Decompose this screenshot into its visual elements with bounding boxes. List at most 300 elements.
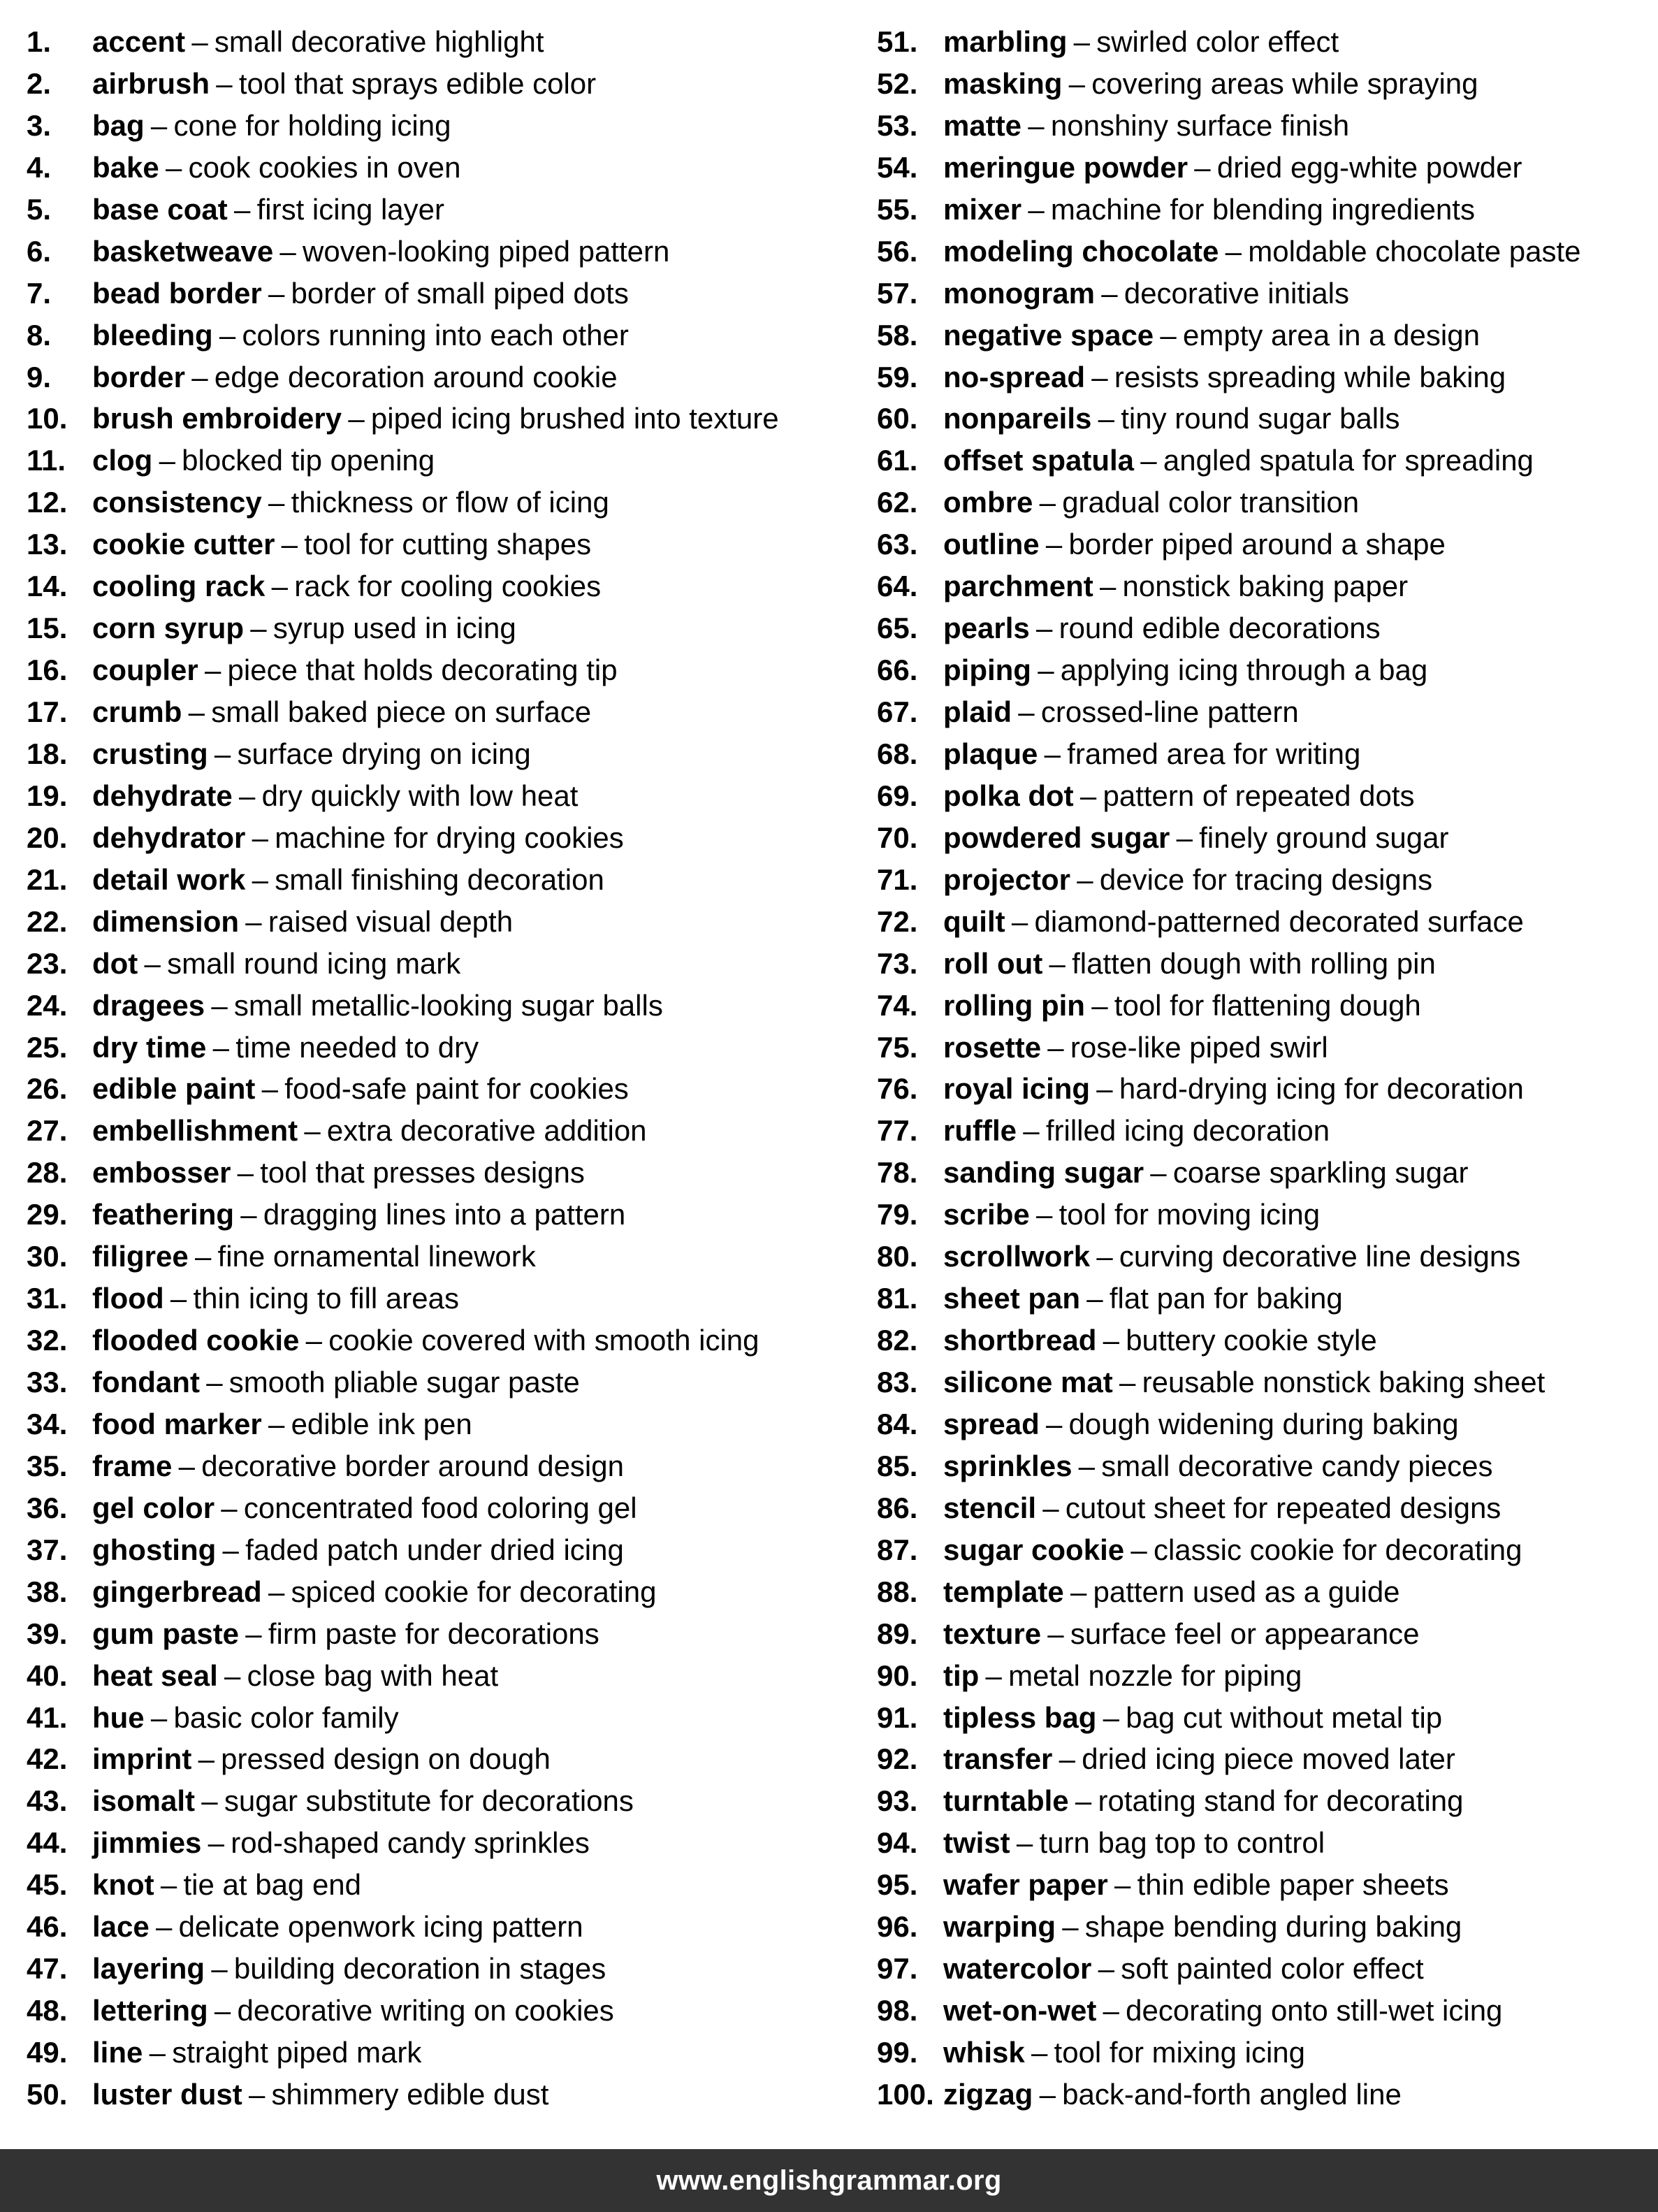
item-separator: –	[155, 1910, 173, 1944]
item-separator: –	[1098, 1952, 1114, 1986]
item-separator: –	[1049, 946, 1066, 980]
item-number: 81.	[877, 1282, 918, 1315]
item-definition: empty area in a design	[1183, 318, 1480, 352]
item-term: powdered sugar	[943, 821, 1170, 854]
item-number: 76.	[877, 1072, 918, 1106]
item-term: cookie cutter	[92, 528, 275, 561]
list-item	[27, 1780, 851, 1822]
list-item	[27, 1655, 851, 1697]
item-number: 68.	[877, 737, 918, 770]
item-number: 99.	[877, 2036, 918, 2069]
item-separator: –	[1091, 988, 1108, 1022]
item-separator: –	[261, 1072, 278, 1106]
item-term: spread	[943, 1407, 1040, 1440]
list-item	[27, 817, 851, 859]
item-term: masking	[943, 66, 1063, 100]
item-definition: border piped around a shape	[1068, 528, 1446, 561]
list-item	[27, 733, 851, 775]
item-separator: –	[1096, 1240, 1113, 1273]
list-item	[27, 901, 851, 943]
item-definition: resists spreading while baking	[1114, 360, 1506, 393]
item-definition: surface feel or appearance	[1070, 1617, 1420, 1650]
item-separator: –	[1114, 1868, 1131, 1902]
item-term: gum paste	[92, 1617, 240, 1650]
item-definition: curving decorative line designs	[1119, 1240, 1521, 1273]
item-separator: –	[1047, 1617, 1064, 1650]
item-term: silicone mat	[943, 1366, 1113, 1398]
item-number: 25.	[27, 1030, 68, 1064]
item-number: 75.	[877, 1030, 918, 1064]
item-number: 39.	[27, 1617, 68, 1650]
item-definition: tool for moving icing	[1059, 1198, 1321, 1231]
item-number: 33.	[27, 1366, 68, 1398]
item-term: basketweave	[92, 234, 274, 268]
item-term: bag	[92, 108, 145, 142]
list-item	[877, 1655, 1652, 1697]
item-definition: straight piped mark	[172, 2036, 422, 2069]
list-item	[27, 1990, 851, 2032]
list-item	[877, 231, 1652, 273]
item-number: 3.	[27, 108, 52, 142]
item-number: 45.	[27, 1868, 68, 1902]
item-separator: –	[198, 1742, 214, 1776]
item-term: scribe	[943, 1198, 1030, 1231]
item-term: gel color	[92, 1491, 215, 1524]
item-term: consistency	[92, 486, 262, 519]
item-term: negative space	[943, 318, 1154, 352]
item-term: ghosting	[92, 1533, 217, 1566]
item-term: embellishment	[92, 1114, 298, 1148]
item-separator: –	[150, 108, 168, 142]
item-definition: shape bending during baking	[1084, 1910, 1462, 1944]
item-term: lettering	[92, 1994, 208, 2027]
item-term: edible paint	[92, 1072, 256, 1106]
item-definition: rotating stand for decorating	[1098, 1784, 1464, 1818]
item-term: tip	[943, 1658, 980, 1692]
item-separator: –	[237, 1156, 254, 1190]
item-number: 47.	[27, 1952, 68, 1986]
item-number: 29.	[27, 1198, 68, 1231]
list-item	[877, 565, 1652, 607]
list-item	[27, 1194, 851, 1236]
item-term: jimmies	[92, 1826, 202, 1860]
item-number: 97.	[877, 1952, 918, 1986]
list-item	[877, 1403, 1652, 1445]
item-separator: –	[170, 1282, 187, 1315]
item-definition: back-and-forth angled line	[1062, 2077, 1402, 2111]
list-item	[27, 1529, 851, 1571]
item-term: parchment	[943, 570, 1093, 603]
item-definition: hard-drying icing for decoration	[1119, 1072, 1524, 1106]
item-term: bleeding	[92, 318, 213, 352]
item-term: watercolor	[943, 1952, 1092, 1986]
list-item	[877, 817, 1652, 859]
item-separator: –	[219, 318, 236, 352]
item-number: 32.	[27, 1324, 68, 1357]
item-definition: decorative initials	[1123, 276, 1350, 310]
item-definition: rod-shaped candy sprinkles	[231, 1826, 590, 1860]
list-item	[27, 440, 851, 482]
item-number: 63.	[877, 528, 918, 561]
item-term: roll out	[943, 946, 1043, 980]
item-term: filigree	[92, 1240, 189, 1273]
list-item	[877, 607, 1652, 649]
item-term: accent	[92, 25, 186, 58]
item-number: 44.	[27, 1826, 68, 1860]
item-separator: –	[1103, 1324, 1119, 1357]
item-definition: thin edible paper sheets	[1137, 1868, 1449, 1902]
list-item	[877, 523, 1652, 565]
item-separator: –	[211, 988, 228, 1022]
item-definition: crossed-line pattern	[1040, 695, 1299, 728]
item-definition: angled spatula for spreading	[1163, 444, 1534, 477]
item-separator: –	[281, 528, 298, 561]
list-item	[27, 231, 851, 273]
item-definition: pattern used as a guide	[1093, 1575, 1400, 1608]
item-separator: –	[194, 1240, 212, 1273]
list-item	[27, 1613, 851, 1655]
item-separator: –	[208, 1826, 225, 1860]
item-definition: pressed design on dough	[221, 1742, 551, 1776]
item-number: 30.	[27, 1240, 68, 1273]
item-definition: edge decoration around cookie	[214, 360, 618, 393]
list-item	[877, 63, 1652, 105]
item-definition: cook cookies in oven	[188, 150, 461, 184]
item-number: 90.	[877, 1658, 918, 1692]
list-item	[877, 1990, 1652, 2032]
item-separator: –	[1077, 862, 1093, 896]
item-number: 86.	[877, 1491, 918, 1524]
list-item	[27, 1948, 851, 1990]
item-separator: –	[1101, 276, 1118, 310]
item-term: meringue powder	[943, 150, 1188, 184]
item-definition: shimmery edible dust	[271, 2077, 549, 2111]
list-item	[27, 523, 851, 565]
item-number: 34.	[27, 1407, 68, 1440]
list-item	[27, 21, 851, 63]
item-number: 14.	[27, 570, 68, 603]
item-separator: –	[214, 737, 231, 770]
item-term: base coat	[92, 192, 228, 226]
item-separator: –	[1011, 904, 1028, 938]
item-definition: time needed to dry	[235, 1030, 479, 1064]
item-term: tipless bag	[943, 1700, 1097, 1734]
item-number: 72.	[877, 904, 918, 938]
item-definition: tool that presses designs	[260, 1156, 585, 1190]
item-separator: –	[240, 1198, 257, 1231]
item-separator: –	[268, 276, 285, 310]
vocabulary-list	[0, 21, 1658, 2132]
list-item	[877, 775, 1652, 817]
footer-url[interactable]: www.englishgrammar.org	[656, 2164, 1002, 2196]
item-separator: –	[214, 1994, 231, 2027]
list-item	[877, 315, 1652, 356]
list-item	[27, 1445, 851, 1487]
item-separator: –	[165, 150, 182, 184]
item-definition: extra decorative addition	[326, 1114, 647, 1148]
item-separator: –	[271, 570, 288, 603]
item-separator: –	[1059, 1742, 1075, 1776]
item-term: crumb	[92, 695, 182, 728]
item-term: coupler	[92, 653, 198, 687]
item-number: 85.	[877, 1449, 918, 1482]
item-definition: framed area for writing	[1067, 737, 1361, 770]
item-number: 12.	[27, 486, 68, 519]
list-item	[877, 1697, 1652, 1739]
item-number: 38.	[27, 1575, 68, 1608]
item-number: 80.	[877, 1240, 918, 1273]
item-term: brush embroidery	[92, 402, 342, 435]
item-separator: –	[268, 1575, 285, 1608]
item-separator: –	[1028, 108, 1045, 142]
item-definition: woven-looking piped pattern	[303, 234, 670, 268]
list-item	[877, 440, 1652, 482]
list-item	[27, 1236, 851, 1278]
item-definition: edible ink pen	[291, 1407, 472, 1440]
item-separator: –	[1086, 1282, 1103, 1315]
item-definition: raised visual depth	[268, 904, 514, 938]
item-definition: dried icing piece moved later	[1082, 1742, 1455, 1776]
item-term: dragees	[92, 988, 205, 1022]
item-separator: –	[1039, 2077, 1056, 2111]
list-item	[27, 1571, 851, 1613]
item-separator: –	[268, 1407, 285, 1440]
item-number: 15.	[27, 612, 68, 645]
list-item	[27, 859, 851, 901]
item-definition: coarse sparkling sugar	[1172, 1156, 1469, 1190]
item-term: fondant	[92, 1366, 200, 1398]
item-separator: –	[1140, 444, 1157, 477]
item-definition: bag cut without metal tip	[1126, 1700, 1443, 1734]
item-separator: –	[268, 486, 285, 519]
item-separator: –	[1016, 1826, 1033, 1860]
item-term: projector	[943, 862, 1071, 896]
item-term: warping	[943, 1910, 1056, 1944]
item-definition: dry quickly with low heat	[261, 779, 579, 812]
item-term: ombre	[943, 486, 1033, 519]
item-definition: reusable nonstick baking sheet	[1142, 1366, 1546, 1398]
list-item	[877, 1068, 1652, 1110]
item-definition: device for tracing designs	[1099, 862, 1433, 896]
item-term: rolling pin	[943, 988, 1085, 1022]
item-separator: –	[1075, 1784, 1092, 1818]
item-separator: –	[252, 821, 268, 854]
list-item	[27, 2074, 851, 2116]
item-separator: –	[1130, 1533, 1147, 1566]
item-term: pearls	[943, 612, 1030, 645]
list-item	[27, 943, 851, 985]
item-term: modeling chocolate	[943, 234, 1219, 268]
item-number: 21.	[27, 862, 68, 896]
item-definition: buttery cookie style	[1126, 1324, 1377, 1357]
item-definition: rack for cooling cookies	[294, 570, 602, 603]
item-separator: –	[1068, 66, 1085, 100]
list-item	[877, 1864, 1652, 1906]
item-term: border	[92, 360, 186, 393]
list-item	[877, 356, 1652, 398]
item-separator: –	[1098, 402, 1114, 435]
item-number: 51.	[877, 25, 918, 58]
item-number: 1.	[27, 25, 52, 58]
item-term: flooded cookie	[92, 1324, 300, 1357]
list-item	[27, 356, 851, 398]
item-definition: nonstick baking paper	[1122, 570, 1409, 603]
item-separator: –	[250, 612, 267, 645]
item-separator: –	[1039, 486, 1056, 519]
item-term: sanding sugar	[943, 1156, 1144, 1190]
item-number: 65.	[877, 612, 918, 645]
list-item	[27, 1320, 851, 1361]
item-number: 57.	[877, 276, 918, 310]
item-number: 36.	[27, 1491, 68, 1524]
item-term: flood	[92, 1282, 164, 1315]
item-separator: –	[224, 1658, 241, 1692]
item-definition: border of small piped dots	[291, 276, 629, 310]
item-definition: piece that holds decorating tip	[227, 653, 618, 687]
item-definition: moldable chocolate paste	[1248, 234, 1581, 268]
item-separator: –	[305, 1324, 322, 1357]
item-definition: tie at bag end	[183, 1868, 362, 1902]
list-item	[27, 1027, 851, 1069]
item-number: 66.	[877, 653, 918, 687]
item-definition: applying icing through a bag	[1060, 653, 1428, 687]
item-number: 4.	[27, 150, 52, 184]
list-item	[877, 1194, 1652, 1236]
item-definition: rose-like piped swirl	[1070, 1030, 1328, 1064]
item-number: 9.	[27, 360, 52, 393]
item-definition: machine for blending ingredients	[1050, 192, 1475, 226]
item-term: feathering	[92, 1198, 235, 1231]
item-term: shortbread	[943, 1324, 1097, 1357]
list-item	[877, 1445, 1652, 1487]
list-item	[27, 189, 851, 231]
item-number: 73.	[877, 946, 918, 980]
item-number: 35.	[27, 1449, 68, 1482]
item-number: 27.	[27, 1114, 68, 1148]
list-item	[27, 985, 851, 1027]
item-number: 83.	[877, 1366, 918, 1398]
item-term: dry time	[92, 1030, 207, 1064]
list-item	[877, 1571, 1652, 1613]
list-item	[27, 775, 851, 817]
item-separator: –	[1031, 2036, 1048, 2069]
list-item	[877, 859, 1652, 901]
item-number: 71.	[877, 862, 918, 896]
item-separator: –	[1018, 695, 1035, 728]
item-number: 55.	[877, 192, 918, 226]
list-item	[27, 2032, 851, 2074]
item-term: lace	[92, 1910, 150, 1944]
item-definition: round edible decorations	[1059, 612, 1381, 645]
item-number: 50.	[27, 2077, 68, 2111]
item-term: knot	[92, 1868, 154, 1902]
item-number: 62.	[877, 486, 918, 519]
item-definition: dragging lines into a pattern	[263, 1198, 626, 1231]
item-number: 7.	[27, 276, 52, 310]
item-number: 53.	[877, 108, 918, 142]
item-term: isomalt	[92, 1784, 196, 1818]
item-term: hue	[92, 1700, 145, 1734]
item-term: marbling	[943, 25, 1068, 58]
item-definition: small decorative candy pieces	[1101, 1449, 1493, 1482]
item-definition: decorative writing on cookies	[237, 1994, 614, 2027]
item-term: bake	[92, 150, 159, 184]
item-number: 64.	[877, 570, 918, 603]
list-item	[877, 1110, 1652, 1152]
list-item	[877, 1487, 1652, 1529]
item-definition: thickness or flow of icing	[291, 486, 609, 519]
list-item	[27, 1403, 851, 1445]
list-item	[27, 1361, 851, 1403]
item-term: corn syrup	[92, 612, 245, 645]
item-separator: –	[201, 1784, 218, 1818]
item-definition: swirled color effect	[1096, 25, 1339, 58]
item-number: 98.	[877, 1994, 918, 2027]
item-definition: colors running into each other	[242, 318, 629, 352]
item-separator: –	[212, 1030, 229, 1064]
item-definition: fine ornamental linework	[217, 1240, 536, 1273]
item-definition: small finishing decoration	[275, 862, 604, 896]
item-separator: –	[1225, 234, 1242, 268]
item-separator: –	[304, 1114, 321, 1148]
item-separator: –	[1062, 1910, 1079, 1944]
left-column	[27, 21, 851, 2116]
item-term: royal icing	[943, 1072, 1091, 1106]
item-definition: tool for mixing icing	[1054, 2036, 1306, 2069]
item-number: 20.	[27, 821, 68, 854]
list-item	[877, 1948, 1652, 1990]
list-item	[877, 691, 1652, 733]
list-item	[877, 21, 1652, 63]
list-item	[877, 1361, 1652, 1403]
item-definition: flat pan for baking	[1109, 1282, 1343, 1315]
item-separator: –	[1070, 1575, 1087, 1608]
item-number: 49.	[27, 2036, 68, 2069]
item-definition: cookie covered with smooth icing	[328, 1324, 759, 1357]
item-separator: –	[206, 1366, 223, 1398]
item-definition: blocked tip opening	[182, 444, 435, 477]
item-number: 74.	[877, 988, 918, 1022]
item-definition: food-safe paint for cookies	[284, 1072, 629, 1106]
list-item	[877, 901, 1652, 943]
item-definition: cone for holding icing	[173, 108, 451, 142]
item-number: 40.	[27, 1658, 68, 1692]
item-separator: –	[1160, 318, 1177, 352]
footer-banner	[0, 2149, 1658, 2212]
item-number: 24.	[27, 988, 68, 1022]
item-definition: tool for flattening dough	[1114, 988, 1421, 1022]
item-term: ruffle	[943, 1114, 1017, 1148]
item-number: 46.	[27, 1910, 68, 1944]
item-definition: finely ground sugar	[1199, 821, 1449, 854]
list-item	[27, 1738, 851, 1780]
item-definition: nonshiny surface finish	[1050, 108, 1350, 142]
list-item	[877, 1738, 1652, 1780]
item-term: dot	[92, 946, 138, 980]
item-definition: thin icing to fill areas	[193, 1282, 459, 1315]
item-number: 59.	[877, 360, 918, 393]
list-item	[877, 1906, 1652, 1948]
item-term: sprinkles	[943, 1449, 1072, 1482]
list-item	[877, 1027, 1652, 1069]
item-separator: –	[1023, 1114, 1040, 1148]
item-separator: –	[1096, 1072, 1113, 1106]
item-definition: small baked piece on surface	[211, 695, 592, 728]
item-term: turntable	[943, 1784, 1069, 1818]
item-separator: –	[248, 2077, 266, 2111]
item-separator: –	[1028, 192, 1045, 226]
item-separator: –	[1044, 737, 1061, 770]
